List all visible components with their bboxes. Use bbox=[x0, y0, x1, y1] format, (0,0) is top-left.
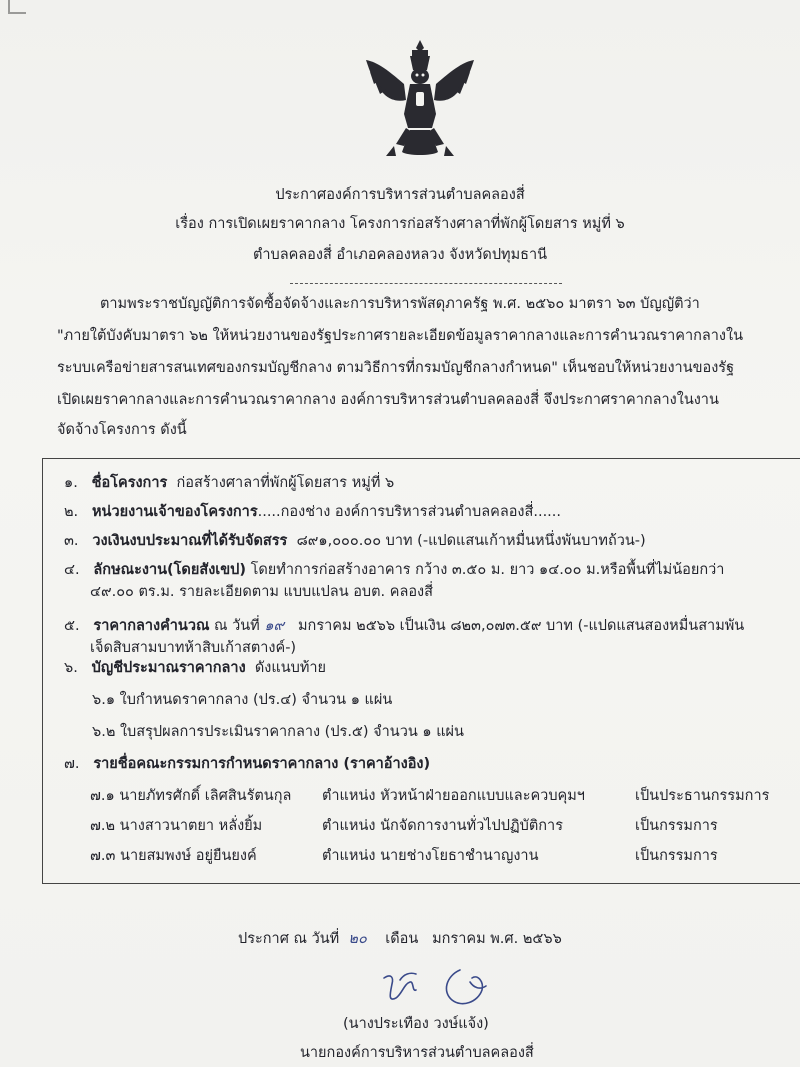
item-2: ๒. หน่วยงานเจ้าของโครงการ.....กองช่าง องค์การบริหารส่วนตำบลคลองสี่...... bbox=[64, 504, 562, 520]
handwritten-signature bbox=[370, 960, 530, 1020]
intro-line: เปิดเผยราคากลางและการคำนวณราคากลาง องค์การบริหารส่วนตำบลคลองสี่ จึงประกาศราคากลางในงาน bbox=[57, 392, 719, 408]
divider bbox=[290, 283, 562, 284]
staple-mark bbox=[8, 0, 26, 14]
item-4-continuation: ๔๙.๐๐ ตร.ม. รายละเอียดตาม แบบแปลน อบต. คลองสี่ bbox=[90, 584, 433, 600]
item-4: ๔. ลักษณะงาน(โดยสังเขป) โดยทำการก่อสร้างอาคาร กว้าง ๓.๕๐ ม. ยาว ๑๔.๐๐ ม.หรือพื้นที่ไม่น้อยกว่า bbox=[64, 562, 725, 578]
item-1: ๑. ชื่อโครงการ ก่อสร้างศาลาที่พักผู้โดยสาร หมู่ที่ ๖ bbox=[64, 475, 395, 491]
document-location: ตำบลคลองสี่ อำเภอคลองหลวง จังหวัดปทุมธานี bbox=[252, 247, 548, 263]
handwritten-day: ๒๐ bbox=[348, 931, 367, 947]
committee-role: เป็นประธานกรรมการ bbox=[635, 788, 770, 804]
intro-line: ระบบเครือข่ายสารสนเทศของกรมบัญชีกลาง ตามวิธีการที่กรมบัญชีกลางกำหนด" เห็นชอบให้หน่วยงานของรัฐ bbox=[57, 360, 735, 376]
intro-line: ตามพระราชบัญญัติการจัดซื้อจัดจ้างและการบริหารพัสดุภาครัฐ พ.ศ. ๒๕๖๐ มาตรา ๖๓ บัญญัติว่า bbox=[100, 296, 700, 312]
committee-position: ตำแหน่ง นักจัดการงานทั่วไปปฏิบัติการ bbox=[322, 818, 563, 834]
document-subject: เรื่อง การเปิดเผยราคากลาง โครงการก่อสร้างศาลาที่พักผู้โดยสาร หมู่ที่ ๖ bbox=[175, 216, 625, 232]
signer-name: (นางประเทือง วงษ์แจ้ง) bbox=[343, 1016, 489, 1032]
handwritten-day: ๑๙ bbox=[264, 618, 285, 634]
item-5: ๕. ราคากลางคำนวณ ณ วันที่ ๑๙ มกราคม ๒๕๖๖ เป็นเงิน ๘๒๓,๐๗๓.๕๙ บาท (-แปดแสนสองหมื่นสามพัน bbox=[64, 618, 745, 634]
committee-name: ๗.๓ นายสมพงษ์ อยู่ยืนยงค์ bbox=[90, 848, 257, 864]
item-6-sub: ๖.๒ ใบสรุปผลการประเมินราคากลาง (ปร.๕) จำนวน ๑ แผ่น bbox=[92, 724, 464, 740]
garuda-emblem-icon bbox=[360, 32, 480, 172]
item-6-sub: ๖.๑ ใบกำหนดราคากลาง (ปร.๔) จำนวน ๑ แผ่น bbox=[92, 692, 393, 708]
item-7: ๗. รายชื่อคณะกรรมการกำหนดราคากลาง (ราคาอ้างอิง) bbox=[64, 756, 431, 772]
committee-role: เป็นกรรมการ bbox=[635, 818, 718, 834]
committee-position: ตำแหน่ง นายช่างโยธาชำนาญงาน bbox=[322, 848, 539, 864]
item-5-continuation: เจ็ดสิบสามบาทห้าสิบเก้าสตางค์-) bbox=[90, 640, 297, 656]
intro-line: "ภายใต้บังคับมาตรา ๖๒ ให้หน่วยงานของรัฐประกาศรายละเอียดข้อมูลราคากลางและการคำนวณราคากลางใน bbox=[57, 328, 743, 344]
item-6: ๖. บัญชีประมาณราคากลาง ดังแนบท้าย bbox=[64, 660, 327, 676]
signer-title: นายกองค์การบริหารส่วนตำบลคลองสี่ bbox=[300, 1045, 534, 1061]
committee-name: ๗.๑ นายภัทรศักดิ์ เลิศสินรัตนกุล bbox=[90, 788, 292, 804]
intro-line: จัดจ้างโครงการ ดังนี้ bbox=[57, 422, 187, 438]
committee-name: ๗.๒ นางสาวนาตยา หลั่งยิ้ม bbox=[90, 818, 263, 834]
document-title: ประกาศองค์การบริหารส่วนตำบลคลองสี่ bbox=[275, 187, 525, 203]
committee-position: ตำแหน่ง หัวหน้าฝ่ายออกแบบและควบคุมฯ bbox=[322, 788, 585, 804]
announcement-date: ประกาศ ณ วันที่ ๒๐ เดือน มกราคม พ.ศ. ๒๕๖๖ bbox=[238, 931, 562, 947]
committee-role: เป็นกรรมการ bbox=[635, 848, 718, 864]
item-3: ๓. วงเงินงบประมาณที่ได้รับจัดสรร ๘๙๑,๐๐๐.๐๐ บาท (-แปดแสนเก้าหมื่นหนึ่งพันบาทถ้วน-) bbox=[64, 533, 646, 549]
